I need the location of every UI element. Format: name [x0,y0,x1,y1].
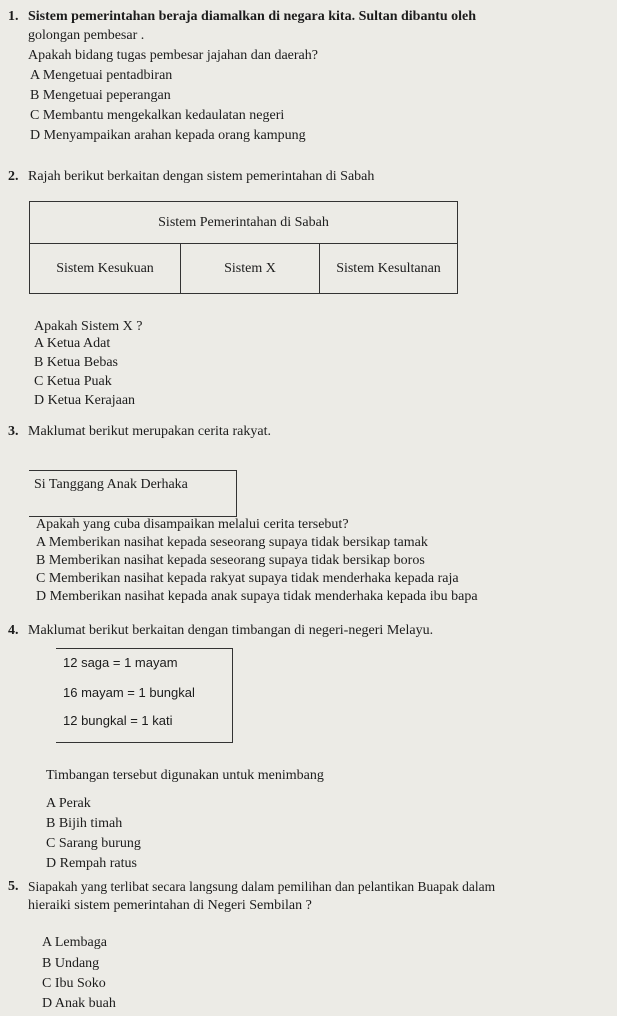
q2-option-a: A Ketua Adat [34,336,111,351]
q4-option-c: C Sarang burung [46,836,141,851]
q3-question: Apakah yang cuba disampaikan melalui cerita tersebut? [36,517,349,532]
q1-option-a: A Mengetuai pentadbiran [30,68,173,83]
q2-number: 2. [8,169,19,184]
q5-stem-line1: Siapakah yang terlibat secara langsung dalam pemilihan dan pelantikan Buapak dalam [28,879,496,894]
q4-intro: Maklumat berikut berkaitan dengan timbangan di negeri-negeri Melayu. [28,623,434,638]
q3-option-d: D Memberikan nasihat kepada anak supaya tidak menderhaka kepada ibu bapa [36,589,478,604]
story-title: Si Tanggang Anak Derhaka [34,477,188,492]
table-cell-kesultanan: Sistem Kesultanan [320,244,458,294]
q1-option-c: C Membantu mengekalkan kedaulatan negeri [30,108,285,123]
q1-option-b: B Mengetuai peperangan [30,88,171,103]
q1-number: 1. [8,9,19,24]
q5-option-d: D Anak buah [42,996,116,1011]
table-cell-kesukuan: Sistem Kesukuan [30,244,181,294]
q5-option-a: A Lembaga [42,935,107,950]
q2-option-d: D Ketua Kerajaan [34,393,136,408]
q4-number: 4. [8,623,19,638]
q5-option-b: B Undang [42,956,100,971]
story-box [29,470,237,517]
q5-stem-line2: hieraiki sistem pemerintahan di Negeri Sembilan ? [28,898,312,913]
weight-saga: 12 saga = 1 mayam [63,655,178,670]
weight-mayam: 16 mayam = 1 bungkal [63,685,195,700]
q2-question: Apakah Sistem X ? [34,319,143,334]
q2-intro: Rajah berikut berkaitan dengan sistem pemerintahan di Sabah [28,169,375,184]
q1-stem-line1: Sistem pemerintahan beraja diamalkan di negara kita. Sultan dibantu oleh [28,9,477,24]
q4-question: Timbangan tersebut digunakan untuk menimbang [46,768,324,783]
q5-number: 5. [8,879,19,894]
q3-number: 3. [8,424,19,439]
q4-option-b: B Bijih timah [46,816,123,831]
q3-option-a: A Memberikan nasihat kepada seseorang supaya tidak bersikap tamak [36,535,428,550]
q1-stem-line2: golongan pembesar . [28,28,145,43]
q3-intro: Maklumat berikut merupakan cerita rakyat. [28,424,271,439]
q1-option-d: D Menyampaikan arahan kepada orang kampung [30,128,306,143]
q1-question: Apakah bidang tugas pembesar jajahan dan daerah? [28,48,318,63]
q4-option-d: D Rempah ratus [46,856,137,871]
q5-option-c: C Ibu Soko [42,976,106,991]
table-title: Sistem Pemerintahan di Sabah [30,202,458,244]
sabah-government-table [29,201,458,294]
q4-option-a: A Perak [46,796,91,811]
q2-option-c: C Ketua Puak [34,374,112,389]
table-cell-sistem-x: Sistem X [181,244,320,294]
q3-option-c: C Memberikan nasihat kepada rakyat supaya tidak menderhaka kepada raja [36,571,459,586]
q2-option-b: B Ketua Bebas [34,355,118,370]
weights-box [56,648,233,743]
q3-option-b: B Memberikan nasihat kepada seseorang supaya tidak bersikap boros [36,553,425,568]
weight-bungkal: 12 bungkal = 1 kati [63,713,173,728]
